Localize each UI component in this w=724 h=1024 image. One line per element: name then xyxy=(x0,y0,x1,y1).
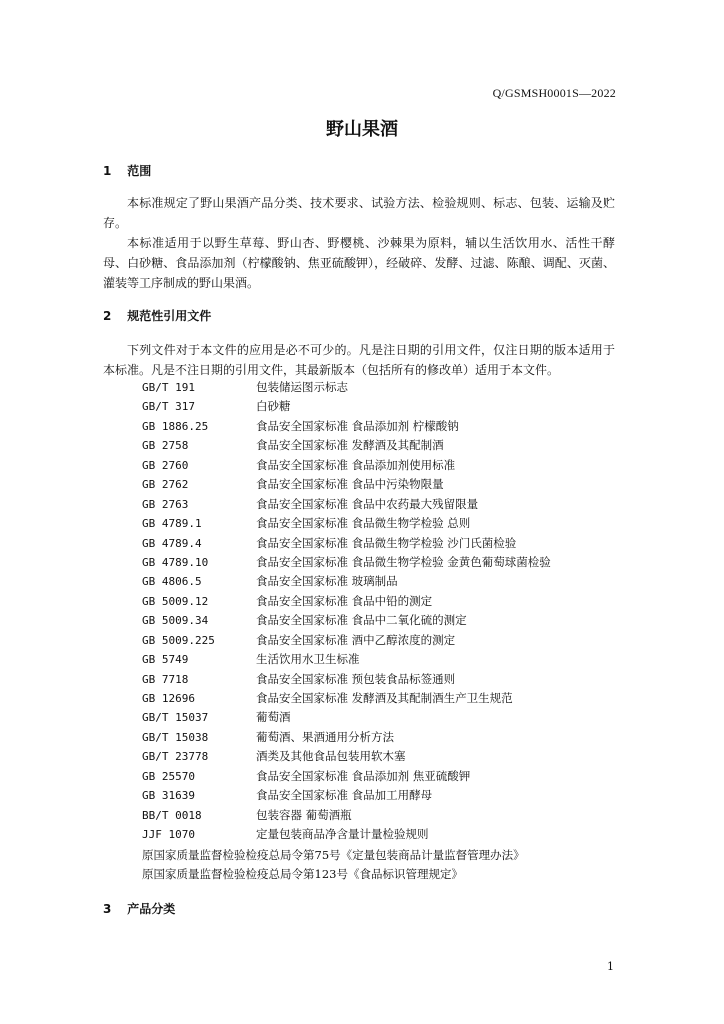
ref-title: 葡萄酒 xyxy=(256,710,291,725)
ref-code: GB 4789.10 xyxy=(142,555,209,569)
ref-title: 酒类及其他食品包装用软木塞 xyxy=(256,749,406,764)
ref-title: 葡萄酒、果酒通用分析方法 xyxy=(256,729,394,744)
ref-title: 食品安全国家标准 酒中乙醇浓度的测定 xyxy=(256,632,456,647)
ref-code: JJF 1070 xyxy=(142,828,195,842)
ref-title: 食品安全国家标准 发酵酒及其配制酒生产卫生规范 xyxy=(256,691,513,705)
list-item xyxy=(142,806,551,825)
ref-title: 白砂糖 xyxy=(256,399,291,414)
reference-list xyxy=(142,378,551,845)
section-title: 规范性引用文件 xyxy=(127,309,212,323)
ref-code: GB/T 317 xyxy=(142,400,195,414)
list-item xyxy=(142,631,551,650)
ref-code: GB 2763 xyxy=(142,497,189,511)
section-heading-classification xyxy=(103,900,175,917)
list-item xyxy=(142,436,551,455)
normative-refs-intro: 下列文件对于本文件的应用是必不可少的。凡是注日期的引用文件，仅注日期的版本适用于本标准。凡是不注日期的引用文件，其最新版本（包括所有的修改单）适用于本文件。 xyxy=(103,343,615,377)
ref-code: GB 5009.12 xyxy=(142,594,209,608)
document-title: 野山果酒 xyxy=(326,119,398,140)
ref-code: GB/T 23778 xyxy=(142,750,209,764)
ref-title: 食品安全国家标准 食品中二氧化硫的测定 xyxy=(256,613,467,628)
list-item xyxy=(142,767,551,786)
ref-code: GB 4806.5 xyxy=(142,575,202,589)
list-item xyxy=(142,592,551,611)
section-number: 2 xyxy=(103,309,112,323)
ref-code: GB 5009.34 xyxy=(142,614,209,628)
list-item xyxy=(142,650,551,669)
standard-code: Q/GSMSH0001S—2022 xyxy=(492,86,616,100)
list-item xyxy=(142,495,551,514)
scope-paragraph-2: 本标准适用于以野生草莓、野山杏、野樱桃、沙棘果为原料，辅以生活饮用水、活性干酵母、白砂糖、食品添加剂（柠檬酸钠、焦亚硫酸钾），经破碎、发酵、过滤、陈酿、调配、灭菌、灌装等工序制成的野山果酒。 xyxy=(103,236,615,290)
ref-title: 包装容器 葡萄酒瓶 xyxy=(256,807,352,822)
ref-code: GB 2758 xyxy=(142,439,189,453)
regulation-order-123: 原国家质量监督检验检疫总局令第123号《食品标识管理规定》 xyxy=(142,867,463,881)
ref-code: GB/T 15038 xyxy=(142,730,209,744)
section-number: 1 xyxy=(103,164,112,178)
section-number: 3 xyxy=(103,902,112,916)
list-item xyxy=(142,456,551,475)
ref-title: 食品安全国家标准 食品中农药最大残留限量 xyxy=(256,496,479,511)
section-title: 范围 xyxy=(127,164,152,178)
ref-code: GB 5749 xyxy=(142,653,189,667)
list-item xyxy=(142,534,551,553)
ref-title: 食品安全国家标准 食品微生物学检验 金黄色葡萄球菌检验 xyxy=(256,554,551,569)
ref-title: 食品安全国家标准 玻璃制品 xyxy=(256,574,398,589)
list-item xyxy=(142,708,551,727)
list-item xyxy=(142,747,551,766)
ref-code: GB 25570 xyxy=(142,769,195,783)
ref-title: 食品安全国家标准 食品添加剂 焦亚硫酸钾 xyxy=(256,768,471,783)
list-item xyxy=(142,786,551,805)
ref-code: GB 4789.4 xyxy=(142,536,202,550)
ref-title: 食品安全国家标准 食品添加剂 柠檬酸钠 xyxy=(256,418,459,433)
section-heading-normative-refs xyxy=(103,307,211,324)
list-item xyxy=(142,572,551,591)
ref-code: GB 2762 xyxy=(142,478,189,492)
regulation-order-75: 原国家质量监督检验检疫总局令第75号《定量包装商品计量监督管理办法》 xyxy=(142,848,525,862)
list-item xyxy=(142,553,551,572)
ref-code: BB/T 0018 xyxy=(142,808,202,822)
ref-title: 食品安全国家标准 食品微生物学检验 沙门氏菌检验 xyxy=(256,535,517,550)
ref-code: GB 5009.225 xyxy=(142,633,215,647)
ref-title: 食品安全国家标准 食品中污染物限量 xyxy=(256,477,444,492)
list-item xyxy=(142,397,551,416)
ref-code: GB 31639 xyxy=(142,789,195,803)
ref-title: 食品安全国家标准 食品微生物学检验 总则 xyxy=(256,516,471,531)
ref-code: GB/T 15037 xyxy=(142,711,209,725)
section-heading-scope xyxy=(103,162,151,179)
scope-paragraph-1: 本标准规定了野山果酒产品分类、技术要求、试验方法、检验规则、标志、包装、运输及贮存。 xyxy=(103,196,615,230)
ref-code: GB 1886.25 xyxy=(142,419,209,433)
list-item xyxy=(142,514,551,533)
ref-code: GB 7718 xyxy=(142,672,189,686)
ref-code: GB 12696 xyxy=(142,692,195,705)
ref-title: 食品安全国家标准 发酵酒及其配制酒 xyxy=(256,438,444,453)
ref-title: 食品安全国家标准 食品添加剂使用标准 xyxy=(256,457,456,472)
ref-code: GB 4789.1 xyxy=(142,517,202,531)
list-item xyxy=(142,378,551,397)
list-item xyxy=(142,689,551,708)
list-item xyxy=(142,611,551,630)
ref-title: 食品安全国家标准 食品加工用酵母 xyxy=(256,788,433,803)
section-title: 产品分类 xyxy=(127,902,176,916)
list-item xyxy=(142,417,551,436)
ref-title: 包装储运图示标志 xyxy=(256,380,348,394)
list-item xyxy=(142,670,551,689)
list-item xyxy=(142,475,551,494)
list-item xyxy=(142,825,551,844)
page-number: 1 xyxy=(607,960,614,973)
list-item xyxy=(142,728,551,747)
ref-code: GB 2760 xyxy=(142,458,189,472)
ref-code: GB/T 191 xyxy=(142,381,195,394)
ref-title: 食品安全国家标准 预包装食品标签通则 xyxy=(256,671,456,686)
ref-title: 食品安全国家标准 食品中铅的测定 xyxy=(256,593,433,608)
ref-title: 定量包装商品净含量计量检验规则 xyxy=(256,827,429,842)
ref-title: 生活饮用水卫生标准 xyxy=(256,652,360,667)
